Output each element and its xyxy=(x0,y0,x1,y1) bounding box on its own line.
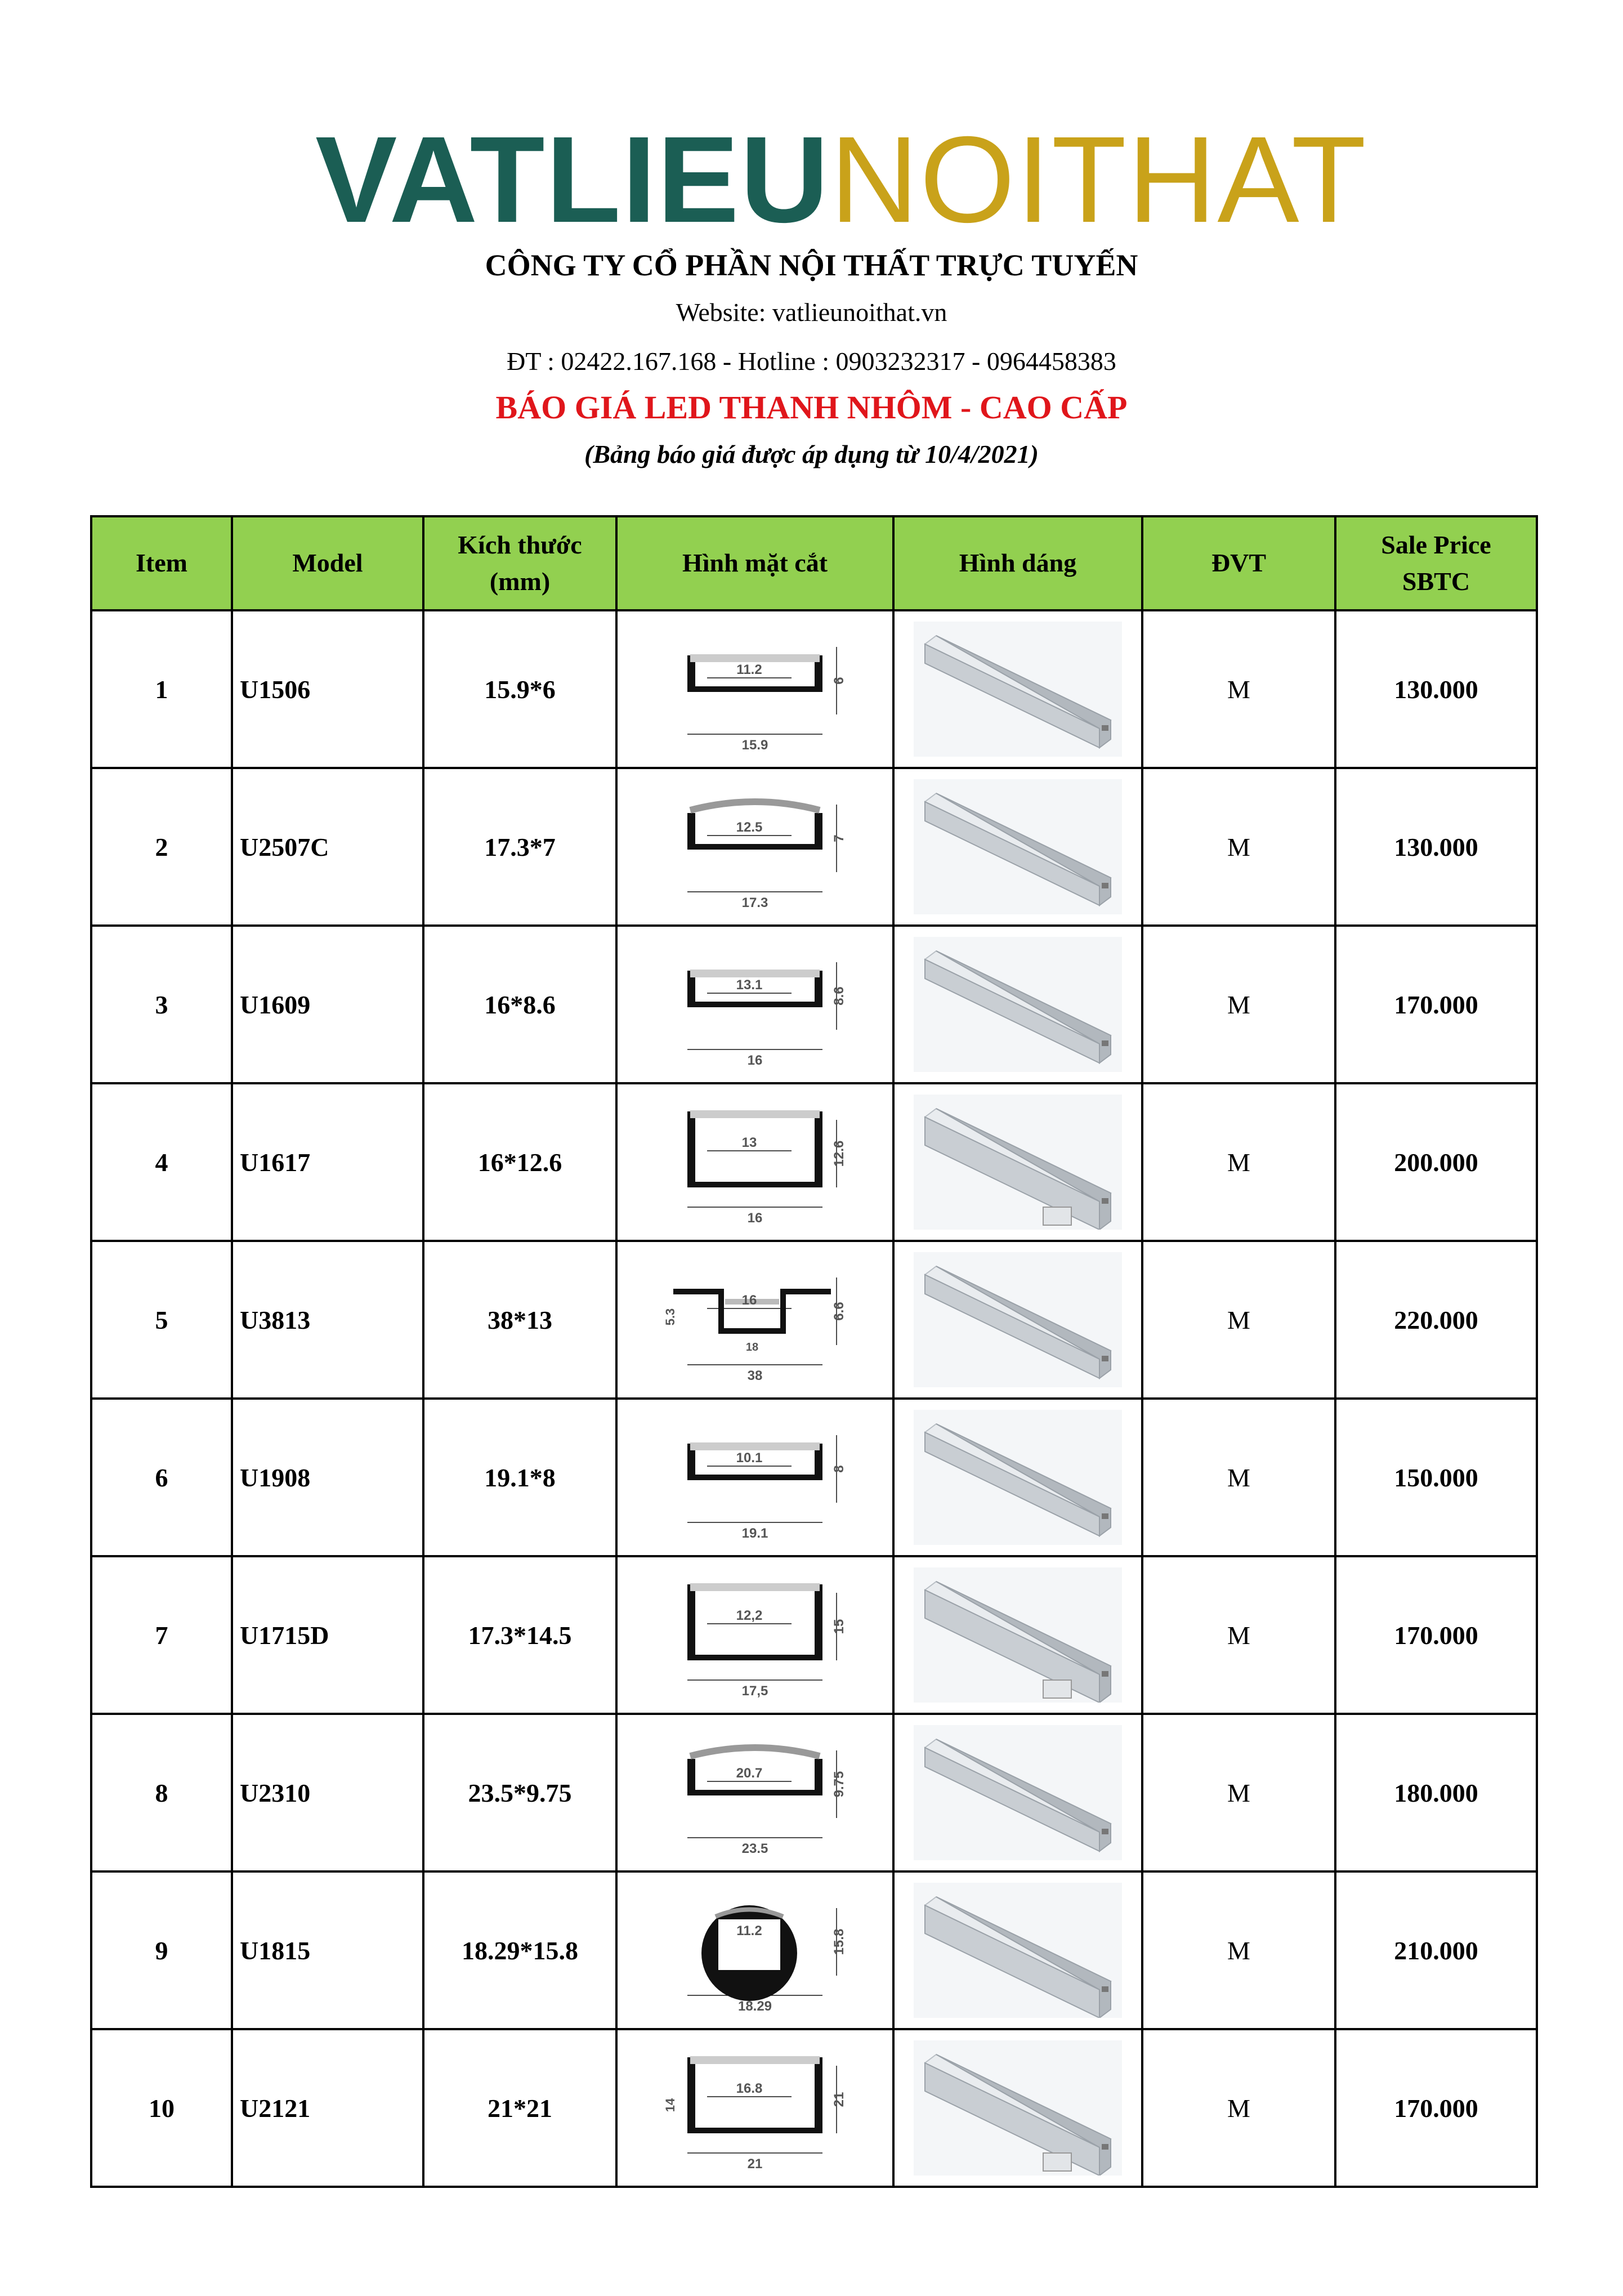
item-number: 9 xyxy=(155,1936,168,1965)
unit-cell xyxy=(1142,2029,1335,2187)
shape-cell xyxy=(893,1241,1142,1399)
col-price-header xyxy=(1335,516,1537,610)
item-number: 4 xyxy=(155,1147,168,1177)
size-value: 17.3*14.5 xyxy=(468,1620,572,1650)
dim-outer-label: 19.1 xyxy=(741,1526,768,1541)
dim-inner-label: 12,2 xyxy=(736,1608,763,1623)
dim-height-label: 8.6 xyxy=(831,986,847,1006)
price-cell xyxy=(1335,2029,1537,2187)
table-row xyxy=(91,2029,1537,2187)
dim-height-label: 6 xyxy=(831,677,847,685)
dim-inner-label: 11.2 xyxy=(736,662,762,677)
size-value: 18.29*15.8 xyxy=(462,1936,578,1965)
size-cell xyxy=(423,610,616,768)
company-logo xyxy=(315,111,1367,248)
shape-cell xyxy=(893,1871,1142,2029)
dim-outer-label: 15.9 xyxy=(741,738,768,753)
unit-cell xyxy=(1142,768,1335,926)
dim-outer-label: 23.5 xyxy=(741,1841,768,1856)
dim-inner-label: 11.2 xyxy=(736,1923,762,1938)
unit-cell xyxy=(1142,610,1335,768)
dim-height-label: 6.6 xyxy=(831,1302,847,1321)
product-photo xyxy=(899,937,1137,1072)
section-cell xyxy=(616,1556,893,1714)
price-cell xyxy=(1335,1083,1537,1241)
end-cap xyxy=(1043,1207,1071,1225)
section-cell xyxy=(616,1241,893,1399)
size-cell xyxy=(423,1871,616,2029)
price-value: 130.000 xyxy=(1394,832,1478,861)
model-cell xyxy=(232,768,423,926)
col-item-header: Item xyxy=(91,516,232,610)
cross-section-drawing xyxy=(622,1570,888,1700)
document-title: BÁO GIÁ LED THANH NHÔM - CAO CẤP xyxy=(495,389,1128,426)
dim-inner-label: 16.8 xyxy=(736,2081,763,2096)
model-code: U1609 xyxy=(240,990,311,1019)
dim-middle-label: 18 xyxy=(745,1341,759,1354)
unit-value: M xyxy=(1227,1778,1250,1807)
price-value: 180.000 xyxy=(1394,1778,1478,1807)
dim-height-label: 7 xyxy=(831,834,847,842)
col-model-header: Model xyxy=(232,516,423,610)
dim-height-label: 12.6 xyxy=(831,1140,847,1167)
size-value: 17.3*7 xyxy=(484,832,556,861)
section-cell xyxy=(616,2029,893,2187)
col-unit-header: ĐVT xyxy=(1142,516,1335,610)
product-photo xyxy=(899,1410,1137,1545)
section-cell xyxy=(616,1871,893,2029)
size-header-line2: (mm) xyxy=(489,566,551,596)
model-cell xyxy=(232,1083,423,1241)
dim-inner-label: 13.1 xyxy=(736,977,763,993)
unit-value: M xyxy=(1227,1463,1250,1492)
dim-outer-label: 16 xyxy=(747,1210,763,1226)
table-header-row xyxy=(91,516,1537,610)
size-cell xyxy=(423,1714,616,1871)
dim-inner-label: 16 xyxy=(741,1293,757,1308)
col-section-header: Hình mặt cắt xyxy=(616,516,893,610)
end-cap xyxy=(1043,1680,1071,1698)
product-photo xyxy=(899,1252,1137,1387)
item-number: 6 xyxy=(155,1463,168,1492)
item-number: 5 xyxy=(155,1305,168,1334)
unit-value: M xyxy=(1227,832,1250,861)
website-line: Website: vatlieunoithat.vn xyxy=(676,298,947,327)
shape-cell xyxy=(893,768,1142,926)
cross-section-drawing xyxy=(622,1886,888,2015)
document-subtitle: (Bảng báo giá được áp dụng từ 10/4/2021) xyxy=(584,440,1039,468)
price-value: 150.000 xyxy=(1394,1463,1478,1492)
item-cell xyxy=(91,1714,232,1871)
item-number: 10 xyxy=(149,2093,175,2123)
price-value: 210.000 xyxy=(1394,1936,1478,1965)
product-photo xyxy=(899,1883,1137,2018)
size-cell xyxy=(423,2029,616,2187)
unit-cell xyxy=(1142,1399,1335,1556)
unit-value: M xyxy=(1227,1936,1250,1965)
dim-height-label: 15 xyxy=(831,1619,847,1634)
cross-section-drawing xyxy=(622,1097,888,1227)
model-code: U1506 xyxy=(240,674,311,704)
product-photo xyxy=(899,622,1137,757)
item-cell xyxy=(91,1241,232,1399)
dim-inner-label: 12.5 xyxy=(736,820,763,835)
model-cell xyxy=(232,1241,423,1399)
item-cell xyxy=(91,1083,232,1241)
cross-section-drawing xyxy=(622,940,888,1069)
item-number: 3 xyxy=(155,990,168,1019)
size-value: 19.1*8 xyxy=(484,1463,556,1492)
price-value: 170.000 xyxy=(1394,2093,1478,2123)
dim-outer-label: 17.3 xyxy=(741,895,768,910)
price-header-line2: SBTC xyxy=(1402,566,1470,596)
price-cell xyxy=(1335,1241,1537,1399)
model-code: U2507C xyxy=(240,832,329,861)
table-row xyxy=(91,610,1537,768)
unit-value: M xyxy=(1227,674,1250,704)
price-cell xyxy=(1335,1871,1537,2029)
size-value: 38*13 xyxy=(488,1305,552,1334)
model-code: U1715D xyxy=(240,1620,329,1650)
dim-height2-label: 14 xyxy=(663,2098,677,2112)
logo-primary-text: VATLIEU xyxy=(315,111,830,248)
table-row xyxy=(91,1714,1537,1871)
dim-height-label: 9.75 xyxy=(831,1771,847,1798)
price-value: 200.000 xyxy=(1394,1147,1478,1177)
unit-value: M xyxy=(1227,2093,1250,2123)
item-cell xyxy=(91,1871,232,2029)
dim-height-label: 15.8 xyxy=(831,1928,847,1955)
size-cell xyxy=(423,926,616,1083)
unit-value: M xyxy=(1227,1620,1250,1650)
model-code: U1815 xyxy=(240,1936,311,1965)
shape-cell xyxy=(893,1399,1142,1556)
model-cell xyxy=(232,2029,423,2187)
dim-height2-label: 5.3 xyxy=(663,1308,677,1326)
price-value: 170.000 xyxy=(1394,990,1478,1019)
model-code: U1617 xyxy=(240,1147,311,1177)
table-row xyxy=(91,1871,1537,2029)
shape-cell xyxy=(893,926,1142,1083)
product-photo xyxy=(899,1567,1137,1703)
model-cell xyxy=(232,1871,423,2029)
product-photo xyxy=(899,1725,1137,1860)
col-shape-header: Hình dáng xyxy=(893,516,1142,610)
table-row xyxy=(91,926,1537,1083)
size-value: 21*21 xyxy=(488,2093,552,2123)
unit-cell xyxy=(1142,1871,1335,2029)
size-cell xyxy=(423,1241,616,1399)
logo-secondary-text: NOITHAT xyxy=(830,111,1367,248)
item-cell xyxy=(91,610,232,768)
price-cell xyxy=(1335,1556,1537,1714)
unit-cell xyxy=(1142,1556,1335,1714)
item-cell xyxy=(91,1556,232,1714)
unit-cell xyxy=(1142,1083,1335,1241)
model-cell xyxy=(232,926,423,1083)
price-cell xyxy=(1335,768,1537,926)
dim-inner-label: 10.1 xyxy=(736,1450,763,1466)
section-cell xyxy=(616,1714,893,1871)
dim-height-label: 8 xyxy=(831,1465,847,1473)
cross-section-drawing xyxy=(622,1255,888,1384)
product-photo xyxy=(899,779,1137,914)
section-cell xyxy=(616,768,893,926)
price-cell xyxy=(1335,926,1537,1083)
item-cell xyxy=(91,926,232,1083)
model-cell xyxy=(232,610,423,768)
unit-cell xyxy=(1142,1241,1335,1399)
price-cell xyxy=(1335,1399,1537,1556)
dim-outer-label: 18.29 xyxy=(737,1999,772,2014)
price-header-line1: Sale Price xyxy=(1381,530,1491,560)
table-row xyxy=(91,1083,1537,1241)
size-cell xyxy=(423,1399,616,1556)
item-number: 1 xyxy=(155,674,168,704)
unit-value: M xyxy=(1227,990,1250,1019)
size-value: 15.9*6 xyxy=(484,674,556,704)
model-code: U2310 xyxy=(240,1778,311,1807)
dim-outer-label: 38 xyxy=(747,1368,763,1383)
cross-section-drawing xyxy=(622,1413,888,1542)
price-value: 220.000 xyxy=(1394,1305,1478,1334)
item-number: 2 xyxy=(155,832,168,861)
unit-cell xyxy=(1142,926,1335,1083)
shape-cell xyxy=(893,1556,1142,1714)
item-cell xyxy=(91,2029,232,2187)
col-size-header xyxy=(423,516,616,610)
dim-outer-label: 21 xyxy=(747,2156,763,2172)
size-cell xyxy=(423,1083,616,1241)
unit-value: M xyxy=(1227,1147,1250,1177)
model-cell xyxy=(232,1556,423,1714)
section-cell xyxy=(616,1399,893,1556)
cross-section-drawing xyxy=(622,624,888,754)
table-row xyxy=(91,768,1537,926)
model-cell xyxy=(232,1714,423,1871)
model-code: U1908 xyxy=(240,1463,311,1492)
cross-section-drawing xyxy=(622,1728,888,1857)
model-cell xyxy=(232,1399,423,1556)
shape-cell xyxy=(893,610,1142,768)
dim-height-label: 21 xyxy=(831,2092,847,2107)
dim-outer-label: 17,5 xyxy=(741,1683,768,1699)
price-cell xyxy=(1335,610,1537,768)
price-value: 130.000 xyxy=(1394,674,1478,704)
section-cell xyxy=(616,1083,893,1241)
item-number: 7 xyxy=(155,1620,168,1650)
size-cell xyxy=(423,768,616,926)
price-cell xyxy=(1335,1714,1537,1871)
company-name: CÔNG TY CỔ PHẦN NỘI THẤT TRỰC TUYẾN xyxy=(485,248,1138,282)
size-header-line1: Kích thước xyxy=(458,530,582,560)
size-value: 23.5*9.75 xyxy=(468,1778,572,1807)
dim-inner-label: 20.7 xyxy=(736,1766,763,1781)
price-value: 170.000 xyxy=(1394,1620,1478,1650)
section-cell xyxy=(616,926,893,1083)
item-number: 8 xyxy=(155,1778,168,1807)
cross-section-drawing xyxy=(622,2043,888,2173)
product-photo xyxy=(899,1095,1137,1230)
model-code: U3813 xyxy=(240,1305,311,1334)
size-value: 16*12.6 xyxy=(477,1147,562,1177)
model-code: U2121 xyxy=(240,2093,311,2123)
end-cap xyxy=(1043,2153,1071,2171)
shape-cell xyxy=(893,1083,1142,1241)
section-cell xyxy=(616,610,893,768)
unit-value: M xyxy=(1227,1305,1250,1334)
table-row xyxy=(91,1556,1537,1714)
contact-line: ĐT : 02422.167.168 - Hotline : 0903232317 - 0964458383 xyxy=(507,347,1116,376)
cross-section-drawing xyxy=(622,782,888,912)
unit-cell xyxy=(1142,1714,1335,1871)
table-row xyxy=(91,1241,1537,1399)
shape-cell xyxy=(893,1714,1142,1871)
dim-outer-label: 16 xyxy=(747,1053,763,1068)
shape-cell xyxy=(893,2029,1142,2187)
product-photo xyxy=(899,2040,1137,2176)
table-row xyxy=(91,1399,1537,1556)
size-cell xyxy=(423,1556,616,1714)
size-value: 16*8.6 xyxy=(484,990,556,1019)
item-cell xyxy=(91,1399,232,1556)
item-cell xyxy=(91,768,232,926)
price-table xyxy=(90,515,1538,2188)
dim-inner-label: 13 xyxy=(741,1135,757,1150)
